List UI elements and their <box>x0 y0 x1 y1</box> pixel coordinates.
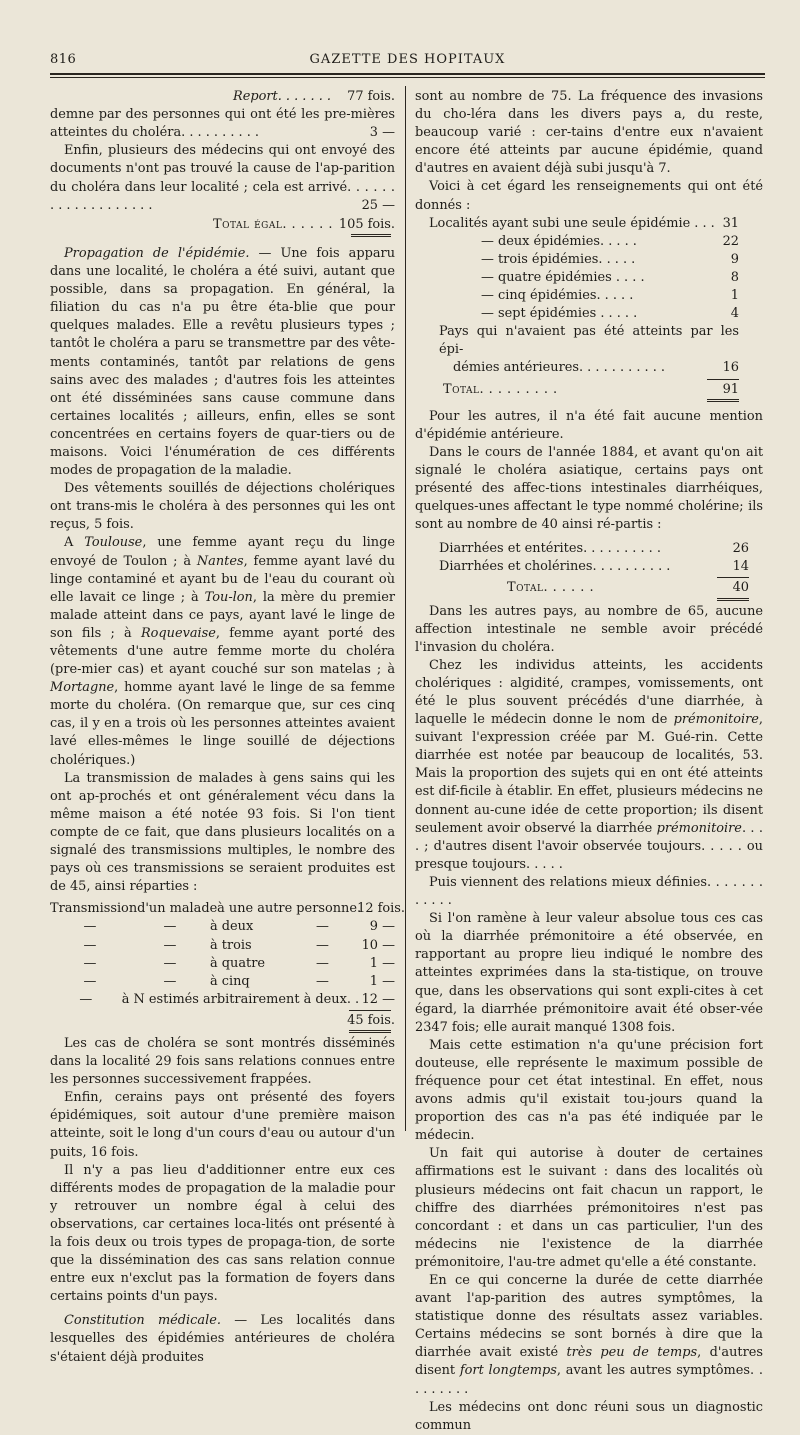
localites-total: Total. . . . . . . . . 91 <box>443 381 739 397</box>
renseignements-paragraph: Voici à cet égard les renseignements qui ont été donnés : <box>415 179 763 213</box>
table-row: — — à trois — 10 — <box>83 937 395 953</box>
diarrhees-total: Total. . . . . . 40 <box>507 580 749 596</box>
table-row: — trois épidémies. . . . . 9 <box>481 251 739 267</box>
modes-paragraph: Il n'y a pas lieu d'additionner entre eux ces différents modes de propagation de la maladie pour y retrouver un nombre égal à celui des observations, car certaines loca-lités ont présenté à la fois deux ou trois types de propaga-tion, de sorte que la dissémination des cas sans relation connue entre eux n'exclut pas la formation de foyers dans certains points d'un pays. <box>50 1162 395 1305</box>
table-total-rule <box>707 399 739 402</box>
total-rule <box>351 234 391 237</box>
vetements-paragraph: Des vêtements souillés de déjections cholériques ont trans-mis le choléra à des personnes qui les ont reçus, 5 fois. <box>50 481 395 533</box>
table-rule <box>707 379 739 380</box>
table-row: — sept épidémies . . . . . 4 <box>481 306 739 322</box>
accidents-paragraph: Chez les individus atteints, les accidents cholériques : algidité, crampes, vomissements, ont été le plus souvent précédés d'une diarrhée, à laquelle le médecin donne le nom de prémonitoire, suivant l'expression créée par M. Gué-rin. Cette diarrhée est notée par beaucoup de localités, 53. Mais la proportion des sujets qui en ont été atteints est dif-ficile à établir. En effet, plusieurs médecins ne donnent au-cune idée de cette proportion; ils disent seulement avoir observé la diarrhée prémonitoire. . . . ; d'autres disent l'avoir observée toujours. . . . . ou presque toujours. . . . . <box>415 657 763 872</box>
duree-paragraph: En ce qui concerne la durée de cette diarrhée avant l'ap-parition des autres symptômes, la statistique donne des résultats assez variables. Certains médecins se sont bornés à dire que la diarrhée avait existé très peu de temps, d'autres disent fort longtemps, avant les autres symptômes. . . . . . . . . <box>415 1273 764 1397</box>
total-value: 105 fois. <box>338 216 395 232</box>
table-row: — — à cinq — 1 — <box>83 973 395 989</box>
epidemies-paragraph: sont au nombre de 75. La fréquence des invasions du cho-léra dans les divers pays a, du reste, beaucoup varié : cer-tains d'entre eux n'avaient encore été atteints par aucune épidémie, quand d'autres en avaient déjà subi jusqu'à 7. <box>415 89 763 177</box>
total-label: Total égal. . . . . . <box>213 216 333 232</box>
table-rule <box>349 1010 391 1011</box>
table-total-rule <box>349 1030 391 1033</box>
table-row: Localités ayant subi une seule épidémie . . . 31 <box>429 215 739 231</box>
diagnostic-paragraph: Les médecins ont donc réuni sous un diagnostic commun <box>415 1399 763 1433</box>
annee-1884-paragraph: Dans le cours de l'année 1884, et avant qu'on ait signalé le choléra asiatique, certains pays ont présenté des affec-tions intestinales diarrhéiques, quelques-unes affectant le type nommé cholérine; ils sont au nombre de 40 ainsi ré-partis : <box>415 444 763 533</box>
constitution-paragraph: Constitution médicale. — Les localités dans lesquelles des épidémies antérieures de choléra s'étaient déjà produites <box>50 1313 395 1365</box>
header-rule-thin <box>50 77 765 78</box>
valeur-absolue-paragraph: Si l'on ramène à leur valeur absolue tous ces cas où la diarrhée prémonitoire a été observée, en rapportant au propre lieu indiqué le nombre des atteintes exprimées dans la sta-tistique, on trouve que, dans les observations qui sont expli-cites à cet égard, la diarrhée prémonitoire avait été obser-vée 2347 fois; elle aurait manqué 1308 fois. <box>415 911 763 1035</box>
table-row: — — à deux — 9 — <box>83 919 395 935</box>
foyers-paragraph: Enfin, cerains pays ont présenté des foyers épidémiques, soit autour d'une première maison atteinte, soit le long d'un cours d'eau ou autour d'un puits, 16 fois. <box>50 1090 395 1160</box>
table-row: — à N estimés arbitrairement à deux. . 12 — <box>79 991 395 1007</box>
transmission-total: 45 fois. <box>347 1012 395 1028</box>
page-header <box>50 52 765 72</box>
table-row: démies antérieures. . . . . . . . . . . 16 <box>453 360 739 376</box>
first-cases-line <box>50 106 395 142</box>
propagation-heading: Propagation de l'épidémie. <box>64 245 250 261</box>
diarrhees-table <box>415 540 763 600</box>
pays-line: Pays qui n'avaient pas été atteints par les épi- <box>439 324 739 358</box>
constitution-heading: Constitution médicale. <box>64 1313 221 1329</box>
first-cases-value: 3 — <box>369 125 395 141</box>
table-row: Transmission d'un malade à une autre personne. 12 fois. <box>50 901 406 917</box>
table-row: — deux épidémies. . . . . 22 <box>481 233 739 249</box>
report-value: 77 fois. <box>347 89 395 104</box>
no-cause-value: 25 — <box>361 197 395 213</box>
total-line <box>50 216 395 234</box>
autres-paragraph: Pour les autres, il n'a été fait aucune mention d'épidémie antérieure. <box>415 408 763 442</box>
table-row: — — à quatre — 1 — <box>83 955 395 971</box>
autres-pays-paragraph: Dans les autres pays, au nombre de 65, aucune affection intestinale ne semble avoir précédé l'invasion du choléra. <box>415 603 763 655</box>
table-row: — cinq épidémies. . . . . 1 <box>481 288 739 304</box>
cases-paragraph: A Toulouse, une femme ayant reçu du linge envoyé de Toulon ; à Nantes, femme ayant lavé du linge contaminé et ayant bu de l'eau du courant où elle lavait ce linge ; à Tou-lon, la mère du premier malade atteint dans ce pays, ayant lavé le linge de son fils ; à Roquevaise, femme ayant porté des vêtements d'une autre femme morte du choléra (pre-mier cas) et ayant couché sur son matelas ; à Mortagne, homme ayant lavé le linge de sa femme morte du choléra. (On remarque que, sur ces cinq cas, il y en a trois où les personnes atteintes avaient lavé elles-mêmes le linge souillé de déjections cholériques.) <box>50 535 395 768</box>
table-total-rule <box>717 598 749 601</box>
paragraph-no-cause: Enfin, plusieurs des médecins qui ont envoyé des documents n'ont pas trouvé la cause de l'ap-parition du choléra dans leur localité ; cela est arrivé. . . . . . . . . . . . . . . . . . . <box>50 143 395 213</box>
journal-title: GAZETTE DES HOPITAUX <box>309 52 506 67</box>
transmission-paragraph: La transmission de malades à gens sains qui les ont ap-prochés et ont généralement vécu dans la même maison a été notée 93 fois. Si l'on tient compte de ce fait, que dans plusieurs localités on a signalé des transmissions multiples, le nombre des pays où ces transmissions se seraient produites est de 45, ainsi réparties : <box>50 770 395 895</box>
propagation-paragraph: Propagation de l'épidémie. — Une fois apparu dans une localité, le choléra a été suivi, autant que possible, dans sa propagation. En général, la filiation du cas n'a pu être éta-blie que pour quelques malades. Elle a revêtu plusieurs types ; tantôt le choléra a paru se transmettre par des vête-ments contaminés, tantôt par relations de gens sains avec des malades ; d'autres fois les atteintes ont été disséminées sans cause commune dans certaines localités ; ailleurs, enfin, elles se sont concentrées en certains foyers de quar-tiers ou de maisons. Voici l'énumération de ces différents modes de propagation de la maladie. <box>50 245 395 479</box>
report-line <box>50 88 395 106</box>
header-rule <box>50 73 765 75</box>
first-cases-text: demne par des personnes qui ont été les pre-mières atteintes du choléra. . . . . . . . . . <box>50 107 395 141</box>
table-row: Diarrhées et cholérines. . . . . . . . . . 14 <box>439 559 749 575</box>
table-row: Diarrhées et entérites. . . . . . . . . . 26 <box>439 541 749 557</box>
left-column <box>50 88 406 1367</box>
column-divider <box>405 86 406 1131</box>
table-rule <box>717 577 749 578</box>
page-number: 816 <box>50 52 77 67</box>
localites-table <box>415 215 763 402</box>
transmission-table <box>50 900 406 1033</box>
dissemination-paragraph: Les cas de choléra se sont montrés disséminés dans la localité 29 fois sans relations connues entre les personnes successivement frappées. <box>50 1035 395 1088</box>
relations-paragraph: Puis viennent des relations mieux définies. . . . . . . . . . . . <box>415 874 763 909</box>
report-label: Report. . . . . . . <box>233 89 331 104</box>
right-column <box>415 88 763 1435</box>
estimation-paragraph: Mais cette estimation n'a qu'une précision fort douteuse, elle représente le maximum possible de fréquence pour cet état intestinal. En effet, nous avons admis qu'il existait tou-jours quand la proportion des cas n'a pas été indiquée par le médecin. <box>415 1037 763 1144</box>
table-row: — quatre épidémies . . . . 8 <box>481 269 739 285</box>
affirmations-paragraph: Un fait qui autorise à douter de certaines affirmations est le suivant : dans des localités où plusieurs médecins ont fait chacun un rapport, le chiffre des diarrhées prémonitoires n'est pas concordant : et dans un cas particulier, l'un des médecins nie l'existence de la diarrhée prémonitoire, l'au-tre admet qu'elle a été constante. <box>415 1146 763 1270</box>
